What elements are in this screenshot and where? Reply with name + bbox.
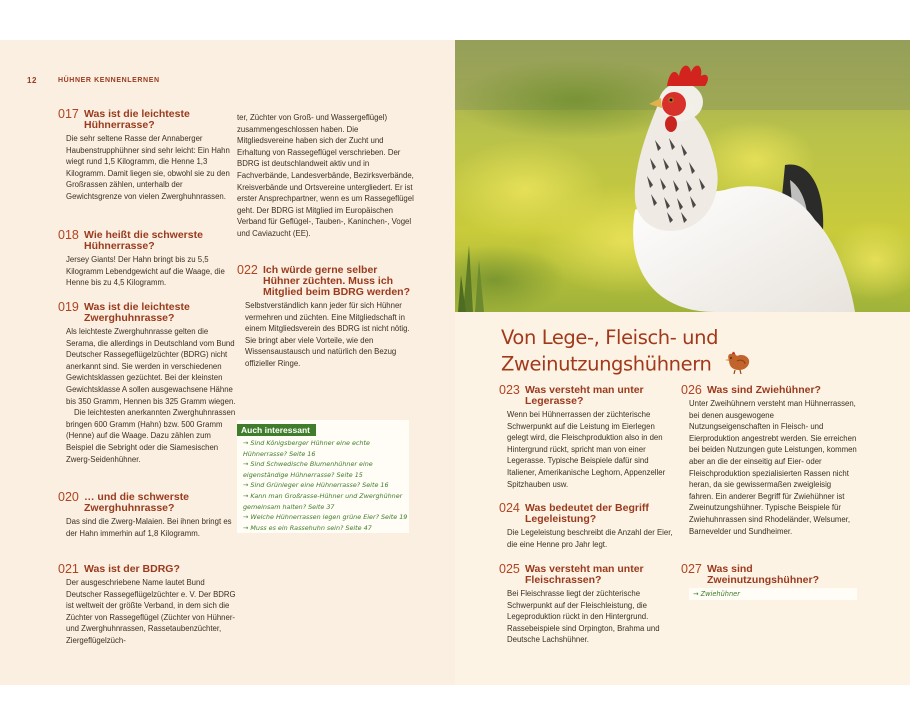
question-021: [58, 564, 236, 647]
question-019: [58, 302, 236, 465]
question-number: 021: [58, 562, 79, 576]
hen-photo: [455, 40, 910, 312]
answer-text: Unter Zweihühnern versteht man Hühnerrassen, bei denen ausgewogene Nutzungseigenschaften in Fleisch- und Eierproduktion angestrebt werden. Sie erreichen bei beiden Nutzungen gute Leistungen, kommen aber an die der einseitig auf Eier- oder Fleischproduktion spezialisierten Rassen nicht heran, da sie gewissermaßen zweigleisig fahren. Ein anderer Begriff für Zwiehühner ist Zweinutzungshühner. Typische Beispiele für Zwiehuhnrassen sind Rhodeländer, Welsumer, Barnevelder und Sundheimer.: [689, 399, 857, 536]
answer-paragraph: Die leichtesten anerkannten Zwerghuhnrassen bringen 600 Gramm (Hahn) bzw. 500 Gramm (Henne) auf die Waage. Dazu zählen zum Beispiel die Sebright oder die Siamesischen Zwerg-Seidenhühner.: [66, 408, 236, 464]
question-text: Wie heißt die schwerste Hühnerrasse?: [84, 229, 203, 252]
answer-text: Der ausgeschriebene Name lautet Bund Deutscher Rassegeflügelzüchter e. V. Der BDRG ist weltweit der größte Verband, in dem sich die Züchter von Rassegeflügel (Züchter von Hühner- und Zwerghuhnrassen, Rassetaubenzüchter, Ziergeflügelzüch-: [66, 578, 236, 645]
cross-reference-link[interactable]: → Sind Schwedische Blumenhühner eine eigenständige Hühnerrasse? Seite 15: [243, 460, 373, 479]
answer-continuation: [237, 112, 415, 240]
question-text: Ich würde gerne selber Hühner züchten. Muss ich Mitglied beim BDRG werden?: [263, 264, 411, 298]
question-026: [681, 385, 857, 537]
answer-paragraph: Als leichteste Zwerghuhnrasse gelten die Serama, die allerdings in Deutschland vom Bund Deutscher Rassegeflügelzüchter (BDRG) nicht anerkannt sind. Sie werden in verschiedenen Gewichtsklassen gezüchtet. Bei der kleinsten Gewichtsklasse A sollen ausgewachsene Hähne bis 350 Gramm, Hennen bis 325 Gramm wiegen.: [66, 327, 236, 406]
also-interesting-label: Auch interessant: [237, 424, 316, 436]
question-018: [58, 230, 236, 289]
answer-text: [58, 326, 236, 465]
left-page: [0, 40, 455, 685]
cross-reference-link[interactable]: → Sind Königsberger Hühner eine echte Hühnerrasse? Seite 16: [243, 439, 370, 458]
section-title-text: Von Lege-, Fleisch- und Zweinutzungshühnern: [501, 326, 719, 376]
answer-text: Bei Fleischrasse liegt der züchterische Schwerpunkt auf der Fleischleistung, die Legeproduktion rückt in den Hintergrund. Rassebeispiele sind Orpington, Brahma und Deutsche Lachshühner.: [507, 589, 660, 645]
question-number: 022: [237, 263, 258, 277]
book-spread: [0, 40, 910, 685]
cross-reference-link[interactable]: → Zwiehühner: [689, 588, 857, 600]
question-number: 027: [681, 562, 702, 576]
question-text: Was sind Zwiehühner?: [707, 384, 821, 396]
question-024: [499, 503, 675, 550]
question-020: [58, 492, 236, 539]
question-017: [58, 109, 236, 203]
question-number: 018: [58, 228, 79, 242]
cross-reference-link[interactable]: → Welche Hühnerrassen legen grüne Eier? Seite 19: [243, 513, 408, 522]
also-interesting-box: [237, 420, 409, 533]
page-number: 12: [27, 76, 37, 85]
question-text: Was sind Zweinutzungshühner?: [707, 563, 819, 586]
question-text: Was versteht man unter Legerasse?: [525, 384, 644, 407]
question-text: Was ist die leichteste Hühnerrasse?: [84, 108, 190, 131]
question-number: 025: [499, 562, 520, 576]
question-027: [681, 564, 857, 600]
question-number: 024: [499, 501, 520, 515]
question-text: Was ist die leichteste Zwerghuhnrasse?: [84, 301, 190, 324]
question-number: 020: [58, 490, 79, 504]
question-number: 017: [58, 107, 79, 121]
answer-text: ter, Züchter von Groß- und Wassergeflügel) zusammengeschlossen haben. Die Mitgliedsvereine haben sich der Zucht und Erhaltung von Rassegeflügel verschrieben. Der BDRG ist deutschlandweit aktiv und in Fachverbände, Landesverbände, Bezirksverbände, Kreisverbände und Ortsvereine untergliedert. Er ist erster Ansprechpartner, wenn es um Rassegeflügel geht. Der BDRG ist Mitglied im Europäischen Verband für Geflügel-, Tauben-, Kaninchen-, Vogel und Caviazucht (EE).: [237, 113, 414, 238]
question-text: … und die schwerste Zwerghuhnrasse?: [84, 491, 190, 514]
cross-reference-link[interactable]: → Kann man Großrasse-Hühner und Zwerghühner gemeinsam halten? Seite 37: [243, 491, 403, 511]
question-022: [237, 265, 417, 370]
answer-text: Wenn bei Hühnerrassen der züchterische Schwerpunkt auf die Leistung im Eierlegen gelegt wird, die Fleischproduktion also in den Hintergrund rückt, spricht man von einer Legerasse. Typische Beispiele dafür sind Italiener, Amerikanische Leghorn, Appenzeller Spitzhauben usw.: [507, 410, 666, 489]
question-023: [499, 385, 675, 490]
question-text: Was bedeutet der Begriff Legeleistung?: [525, 502, 649, 525]
cross-reference-link[interactable]: → Muss es ein Rassehuhn sein? Seite 47: [243, 523, 372, 532]
section-title: [501, 325, 881, 380]
answer-text: Jersey Giants! Der Hahn bringt bis zu 5,5 Kilogramm Lebendgewicht auf die Waage, die Henne bis zu 4,5 Kilogramm.: [66, 255, 225, 288]
question-text: Was ist der BDRG?: [84, 563, 180, 575]
question-025: [499, 564, 675, 646]
right-page: [455, 40, 910, 685]
hen-illustration: [455, 40, 910, 312]
running-head: HÜHNER KENNENLERNEN: [58, 77, 160, 84]
question-number: 026: [681, 383, 702, 397]
answer-text: Selbstverständlich kann jeder für sich Hühner vermehren und züchten. Eine Mitgliedschaft in einem Mitgliedsverein des BDRG ist nicht nötig. Sie bringt aber viele Vorteile, wie den Wissensaustausch und natürlich den Bezug offizieller Ringe.: [245, 301, 410, 368]
answer-text: Die Legeleistung beschreibt die Anzahl der Eier, die eine Henne pro Jahr legt.: [507, 528, 673, 549]
chicken-icon: [723, 350, 751, 380]
question-number: 023: [499, 383, 520, 397]
cross-reference-link[interactable]: → Sind Grünleger eine Hühnerrasse? Seite 16: [243, 481, 389, 490]
answer-text: Die sehr seltene Rasse der Annaberger Haubenstrupphühner sind sehr leicht: Ein Hahn wiegt rund 1,5 Kilogramm, die Henne 1,3 Kilogramm. Damit liegen sie, obwohl sie zu den Großrassen zählen, unterhalb der Gewichtsgrenze von vielen Zwerghuhnrassen.: [66, 134, 230, 201]
answer-text: Das sind die Zwerg-Malaien. Bei ihnen bringt es der Hahn immerhin auf 1,8 Kilogramm.: [66, 517, 232, 538]
question-text: Was versteht man unter Fleischrassen?: [525, 563, 644, 586]
question-number: 019: [58, 300, 79, 314]
